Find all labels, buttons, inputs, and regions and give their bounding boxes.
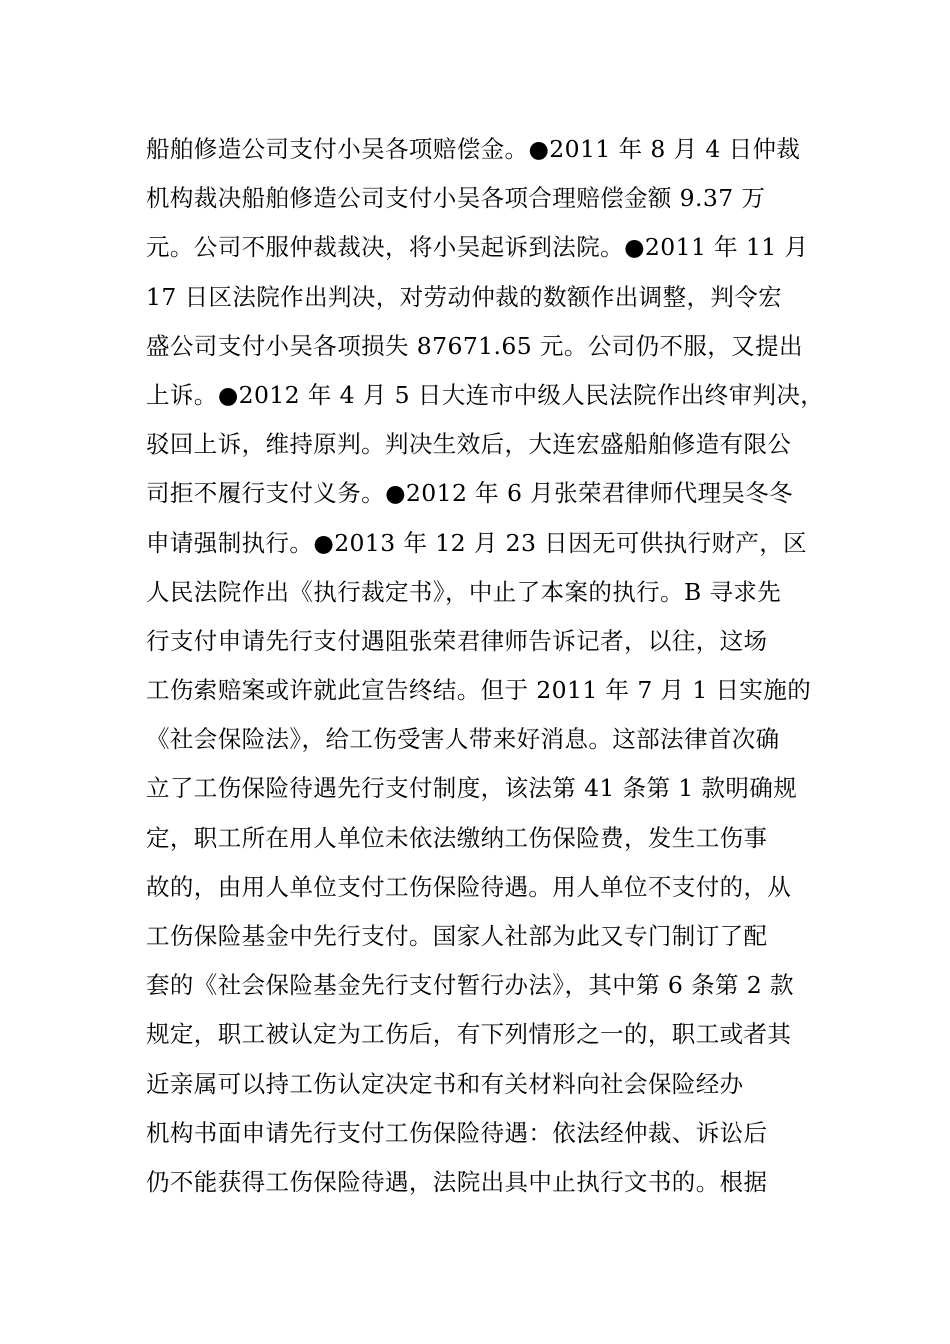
text-line: 规定，职工被认定为工伤后，有下列情形之一的，职工或者其 bbox=[146, 1020, 792, 1049]
text-line: 人民法院作出《执行裁定书》，中止了本案的执行。B 寻求先 bbox=[146, 577, 782, 606]
text-line: 司拒不履行支付义务。●2012 年 6 月张荣君律师代理吴冬冬 bbox=[146, 479, 794, 508]
text-line: 《社会保险法》，给工伤受害人带来好消息。这部法律首次确 bbox=[146, 725, 780, 754]
text-line: 17 日区法院作出判决，对劳动仲裁的数额作出调整，判令宏 bbox=[146, 282, 783, 311]
text-line: 行支付申请先行支付遇阻张荣君律师告诉记者，以往，这场 bbox=[146, 626, 768, 655]
text-line: 立了工伤保险待遇先行支付制度，该法第 41 条第 1 款明确规 bbox=[146, 774, 798, 803]
text-line: 元。公司不服仲裁裁决，将小吴起诉到法院。●2011 年 11 月 bbox=[146, 233, 809, 262]
text-line: 定，职工所在用人单位未依法缴纳工伤保险费，发生工伤事 bbox=[146, 823, 768, 852]
text-line: 仍不能获得工伤保险待遇，法院出具中止执行文书的。根据 bbox=[146, 1167, 768, 1196]
text-line: 套的《社会保险基金先行支付暂行办法》，其中第 6 条第 2 款 bbox=[146, 971, 794, 1000]
text-line: 工伤保险基金中先行支付。国家人社部为此又专门制订了配 bbox=[146, 922, 768, 950]
text-line: 机构书面申请先行支付工伤保险待遇：依法经仲裁、诉讼后 bbox=[146, 1118, 768, 1147]
text-line: 近亲属可以持工伤认定决定书和有关材料向社会保险经办 bbox=[146, 1069, 744, 1098]
text-line: 故的，由用人单位支付工伤保险待遇。用人单位不支付的，从 bbox=[146, 872, 792, 901]
text-line: 盛公司支付小吴各项损失 87671.65 元。公司仍不服，又提出 bbox=[146, 331, 803, 360]
text-line: 船舶修造公司支付小吴各项赔偿金。●2011 年 8 月 4 日仲裁 bbox=[146, 135, 801, 163]
text-line: 工伤索赔案或许就此宣告终结。但于 2011 年 7 月 1 日实施的 bbox=[146, 676, 812, 705]
body-text bbox=[146, 125, 826, 1207]
text-line: 上诉。●2012 年 4 月 5 日大连市中级人民法院作出终审判决， bbox=[146, 380, 825, 409]
text-line: 申请强制执行。●2013 年 12 月 23 日因无可供执行财产，区 bbox=[146, 528, 808, 557]
text-line: 驳回上诉，维持原判。判决生效后，大连宏盛船舶修造有限公 bbox=[146, 430, 792, 459]
text-line: 机构裁决船舶修造公司支付小吴各项合理赔偿金额 9.37 万 bbox=[146, 184, 766, 213]
